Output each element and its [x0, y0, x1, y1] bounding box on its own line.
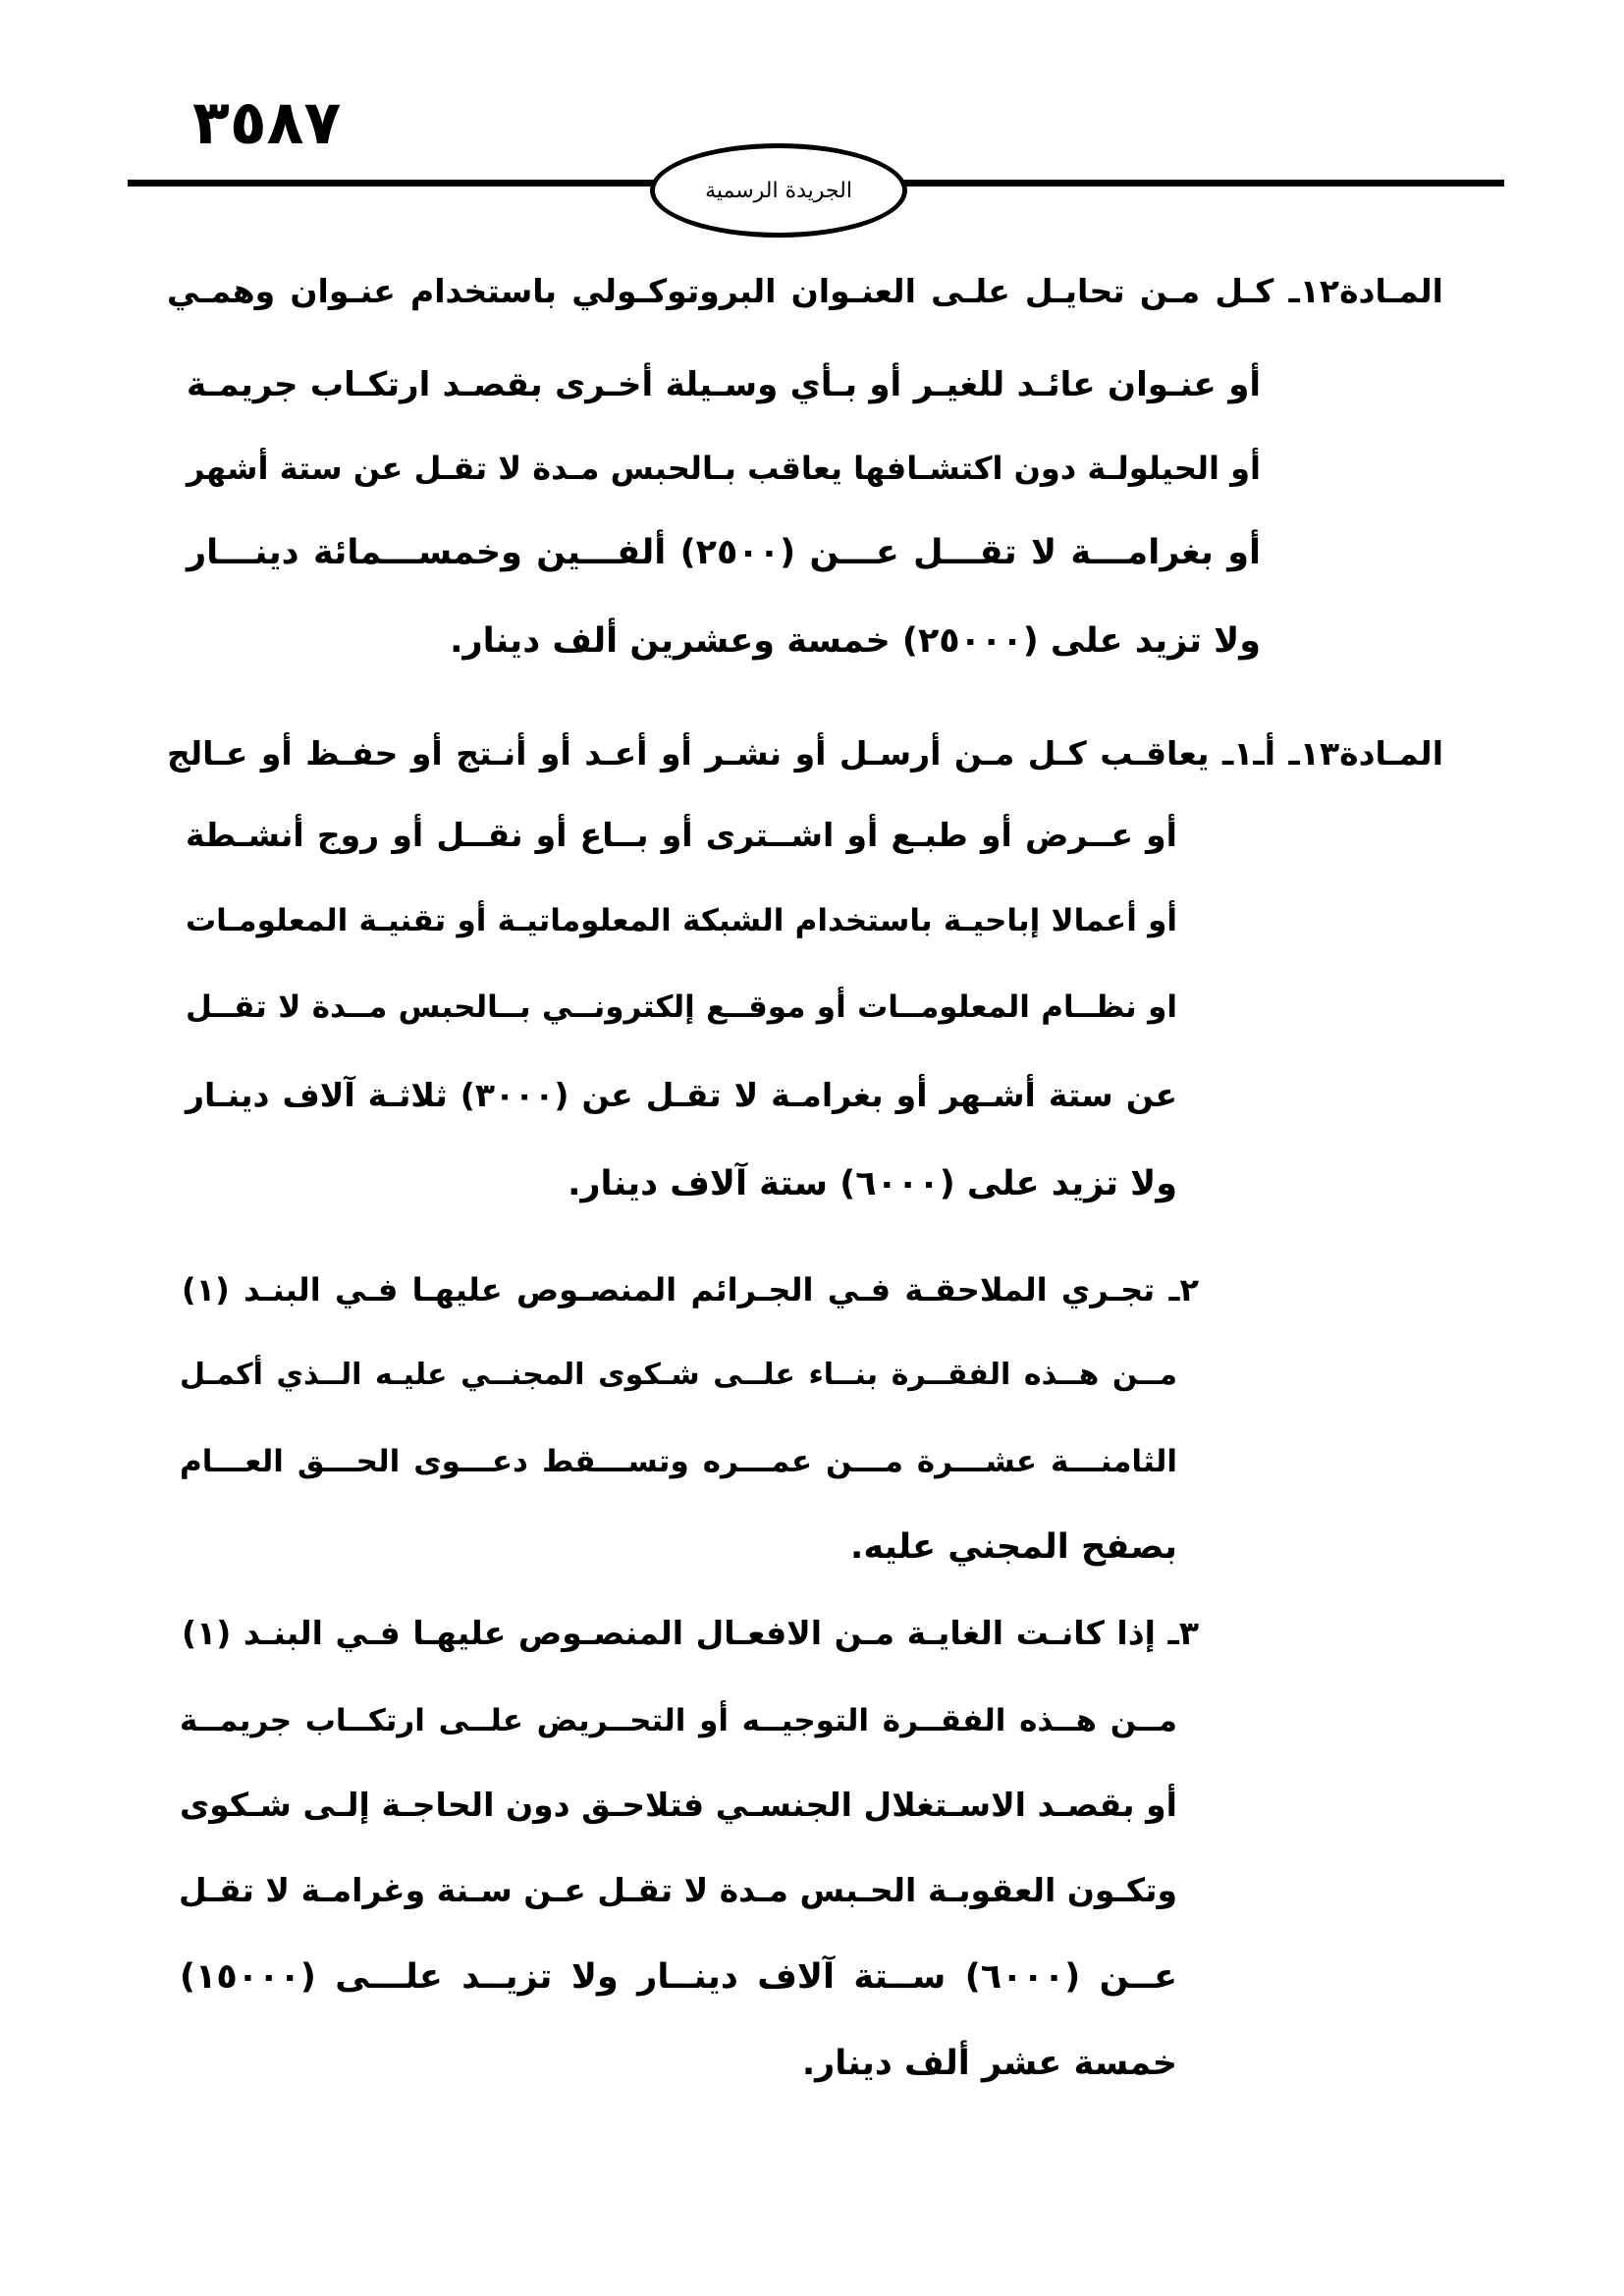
article-12-line-2: أو عنـوان عائـد للغيـر أو بـأي وسـيلة أخـرى بقصـد ارتكـاب جريمـة	[187, 365, 1261, 404]
article-12-line-3: أو الحيلولـة دون اكتشـافها يعاقب بـالحبس مـدة لا تقـل عن ستة أشهر	[187, 450, 1261, 487]
article-13-para-3-line-1: ٣ـ إذا كانـت الغايـة مـن الافعـال المنصـوص عليهـا فـي البنـد (١)	[182, 1614, 1199, 1652]
article-13-para-1-line-5: عن ستة أشـهر أو بغرامـة لا تقـل عن (٣٠٠٠) ثلاثـة آلاف دينـار	[186, 1076, 1177, 1114]
article-13-para-3-line-2: مــن هــذه الفقــرة التوجيــه أو التحــريض علــى ارتكــاب جريمــة	[180, 1703, 1177, 1738]
article-12-line-4: أو بغرامـــة لا تقـــل عـــن (٢٥٠٠) ألفـــين وخمســـمائة دينـــار	[187, 533, 1262, 572]
article-13-para-2-line-1: ٢ـ تجـري الملاحقـة فـي الجـرائم المنصـوص عليهـا فـي البنـد (١)	[182, 1271, 1199, 1308]
article-13-para-1-line-3: أو أعمالا إباحيـة باستخدام الشبكة المعلوماتيـة أو تقنيـة المعلومـات	[186, 903, 1177, 938]
article-13-para-2-line-3: الثامنـــة عشـــرة مـــن عمـــره وتســـقط دعـــوى الحـــق العـــام	[180, 1444, 1177, 1479]
page-number: ٣٥٨٧	[192, 86, 342, 158]
article-13-para-1-line-4: او نظــام المعلومــات أو موقــع إلكترونــي بــالحبس مــدة لا تقــل	[186, 989, 1177, 1025]
article-13-para-2-line-2: مــن هــذه الفقــرة بنــاء علــى شـكوى المجنــي عليـه الــذي أكمـل	[180, 1358, 1177, 1392]
article-13-para-1-line-6: ولا تزيد على (٦٠٠٠) ستة آلاف دينار.	[568, 1164, 1177, 1203]
article-13-para-1-line-2: أو عــرض أو طبـع أو اشــترى أو بــاع أو نقــل أو روج أنشـطة	[186, 816, 1177, 854]
article-13-para-1-line-1: المـادة١٣ـ أـ١ـ يعاقـب كـل مـن أرسـل أو نشـر أو أعـد أو أنـتج أو حفـظ أو عـالج	[167, 734, 1444, 773]
article-13-para-3-line-6: خمسة عشر ألف دينار.	[801, 2044, 1177, 2083]
article-13-para-2-line-4: بصفح المجني عليه.	[850, 1527, 1177, 1567]
article-13-para-3-line-3: أو بقصـد الاسـتغلال الجنسـي فتلاحـق دون الحاجـة إلـى شـكوى	[180, 1786, 1177, 1824]
article-13-para-3-line-5: عــن (٦٠٠٠) ســتة آلاف دينــار ولا تزيــد علـــى (١٥٠٠٠)	[180, 1957, 1177, 1997]
article-12-line-1: المـادة١٢ـ كـل مـن تحايـل علـى العنـوان البروتوكـولي باستخدام عنـوان وهمـي	[167, 272, 1443, 310]
gazette-title-oval	[650, 143, 907, 238]
article-13-para-3-line-4: وتكـون العقوبـة الحـبس مـدة لا تقـل عـن سـنة وغرامـة لا تقـل	[179, 1871, 1177, 1909]
gazette-title: الجريدة الرسمية	[705, 178, 852, 203]
article-12-line-5: ولا تزيد على (٢٥٠٠٠) خمسة وعشرين ألف دينار.	[450, 621, 1261, 661]
